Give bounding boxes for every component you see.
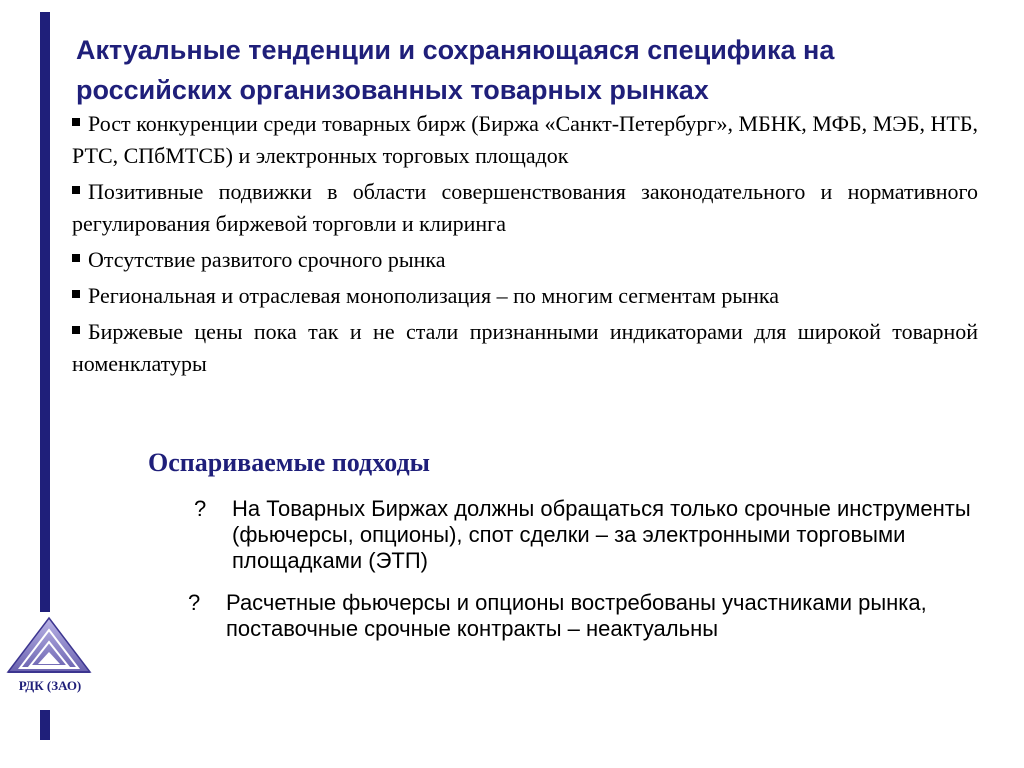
square-bullet-icon bbox=[72, 254, 80, 262]
rdk-logo-icon bbox=[6, 616, 92, 676]
logo-caption: РДК (ЗАО) bbox=[18, 678, 82, 693]
bullet-text: Региональная и отраслевая монополизация – по многим сегментам рынка bbox=[88, 283, 780, 308]
bullet-text: Отсутствие развитого срочного рынка bbox=[88, 247, 446, 272]
bullet-item bbox=[72, 280, 978, 312]
section-subtitle: Оспариваемые подходы bbox=[148, 448, 430, 477]
left-accent-bar bbox=[40, 12, 50, 612]
square-bullet-icon bbox=[72, 118, 80, 126]
question-item bbox=[182, 590, 982, 642]
bullet-item bbox=[72, 108, 978, 172]
bullet-item bbox=[72, 316, 978, 380]
question-mark-icon: ? bbox=[188, 590, 201, 615]
left-accent-bar-bottom bbox=[40, 710, 50, 740]
bullet-item bbox=[72, 176, 978, 240]
bullet-text: Биржевые цены пока так и не стали признанными индикаторами для широкой товарной номенклатуры bbox=[72, 319, 978, 376]
square-bullet-icon bbox=[72, 290, 80, 298]
square-bullet-icon bbox=[72, 186, 80, 194]
bullet-text: Рост конкуренции среди товарных бирж (Биржа «Санкт-Петербург», МБНК, МФБ, МЭБ, НТБ, РТС, СПбМТСБ) и электронных торговых площадок bbox=[72, 111, 978, 168]
bullet-item bbox=[72, 244, 978, 276]
page-title: Актуальные тенденции и сохраняющаяся специфика на российских организованных товарных рынках bbox=[76, 35, 835, 105]
square-bullet-icon bbox=[72, 326, 80, 334]
trend-bullet-list bbox=[72, 108, 978, 384]
question-mark-icon: ? bbox=[194, 496, 207, 521]
bullet-text: Позитивные подвижки в области совершенствования законодательного и нормативного регулирования биржевой торговли и клиринга bbox=[72, 179, 978, 236]
question-item bbox=[188, 496, 988, 574]
question-text: Расчетные фьючерсы и опционы востребованы участниками рынка, поставочные срочные контракты – неактуальны bbox=[226, 590, 927, 641]
question-text: На Товарных Биржах должны обращаться только срочные инструменты (фьючерсы, опционы), спот сделки – за электронными торговыми площадками (ЭТП) bbox=[232, 496, 971, 573]
disputed-approaches-list bbox=[188, 496, 988, 642]
